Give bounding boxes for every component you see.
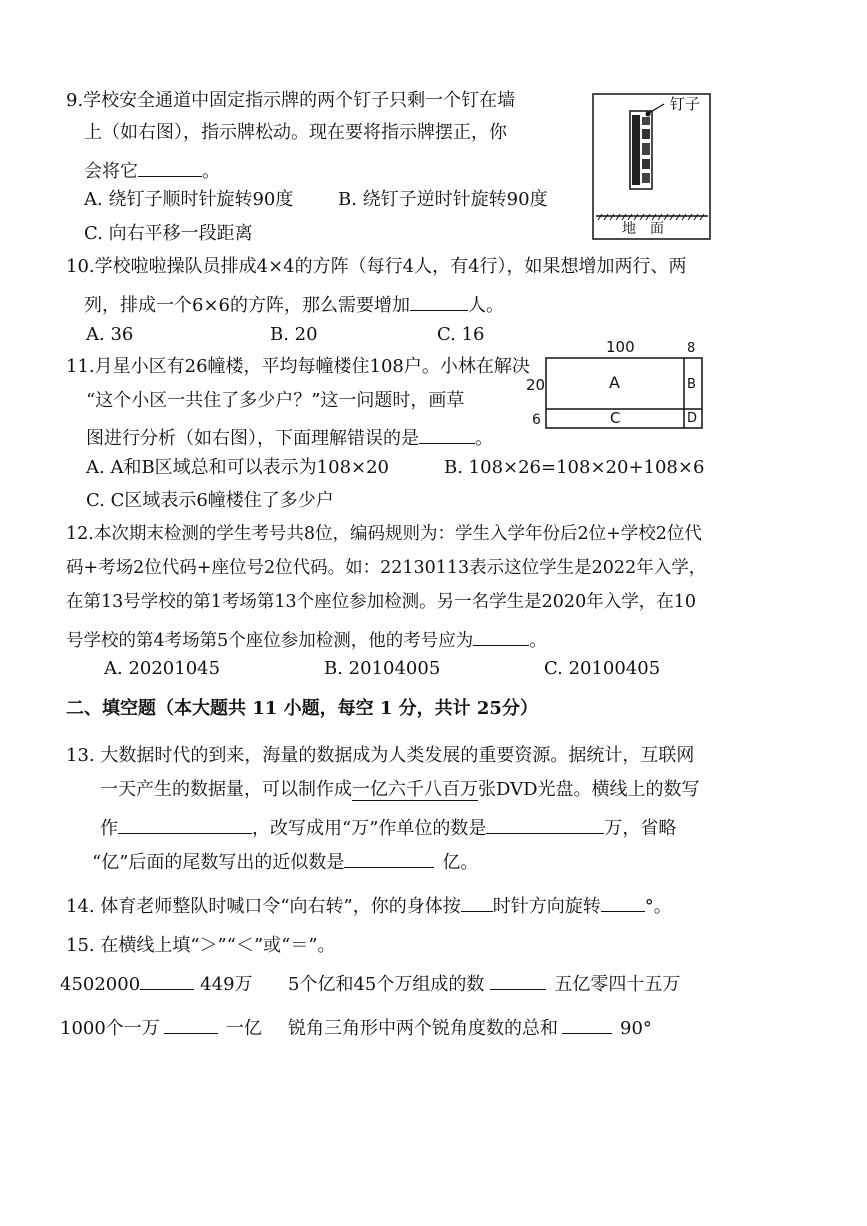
q13-line2 xyxy=(100,781,700,799)
q11-answer-blank[interactable] xyxy=(419,425,475,444)
q12-line2: 码+考场2位代码+座位号2位代码。如：22130113表示这位学生是2022年入学， xyxy=(66,558,707,578)
q14-text-b: 时针方向旋转 xyxy=(492,896,601,917)
q15-r1-num: 4502000 xyxy=(60,974,141,995)
q15-row2-right xyxy=(288,1015,652,1038)
q15-title: 15. 在横线上填“＞”“＜”或“＝”。 xyxy=(66,935,336,956)
q9-option-a: A. 绕钉子顺时针旋转90度 xyxy=(84,189,294,210)
q12-option-b: B. 20104005 xyxy=(324,658,441,679)
q11-label-100: 100 xyxy=(606,338,635,356)
q11-region-a: A xyxy=(609,373,620,392)
q10-line2 xyxy=(84,292,504,315)
q15-r1-end: 五亿零四十五万 xyxy=(554,974,681,995)
q11-label-6: 6 xyxy=(532,412,541,428)
q9-line1: 9.学校安全通道中固定指示牌的两个钉子只剩一个钉在墙 xyxy=(66,90,516,111)
q11-option-b: B. 108×26=108×20+108×6 xyxy=(444,457,705,478)
q12-line1: 12.本次期末检测的学生考号共8位，编码规则为：学生入学年份后2位+学校2位代 xyxy=(66,524,702,544)
q9-line3-end: 。 xyxy=(202,161,220,182)
q9-line2: 上（如右图），指示牌松动。现在要将指示牌摆正，你 xyxy=(84,122,507,143)
q9-answer-blank[interactable] xyxy=(138,158,202,177)
q10-line2-end: 人。 xyxy=(468,295,504,316)
q15-r1-blank-1[interactable] xyxy=(140,971,194,990)
q11-region-b: B xyxy=(687,377,696,392)
q14-line xyxy=(66,893,672,916)
q12-line4 xyxy=(66,627,547,651)
q13-blank-wan[interactable] xyxy=(486,815,604,834)
q13-line1: 13. 大数据时代的到来，海量的数据成为人类发展的重要资源。据统计，互联网 xyxy=(66,745,695,766)
q11-option-a: A. A和B区域总和可以表示为108×20 xyxy=(86,457,390,478)
q9-sign-svg xyxy=(592,93,712,241)
q13-line4 xyxy=(92,849,478,872)
q11-label-8: 8 xyxy=(687,341,696,356)
q15-r1-text: 5个亿和45个万组成的数 xyxy=(288,974,485,995)
q9-option-b: B. 绕钉子逆时针旋转90度 xyxy=(338,189,548,210)
q12-line4-end: 。 xyxy=(529,631,547,651)
q14-text-a: 14. 体育老师整队时喊口令“向右转”，你的身体按 xyxy=(66,896,461,917)
q15-r2-val: 一亿 xyxy=(225,1018,262,1039)
q11-region-c: C xyxy=(610,409,621,427)
q13-line4-text: “亿”后面的尾数写出的近似数是 xyxy=(92,852,345,873)
q9-sign-figure xyxy=(592,93,712,241)
q10-option-a: A. 36 xyxy=(86,324,134,345)
q9-nail-label: 钉子 xyxy=(670,95,701,113)
q13-line2-text: 一天产生的数据量，可以制作成 xyxy=(100,779,352,800)
q15-r2-text: 1000个一万 xyxy=(60,1018,160,1039)
q9-ground-label: 地 面 xyxy=(622,221,664,237)
q15-r2-text-2: 锐角三角形中两个锐角度数的总和 xyxy=(288,1018,558,1039)
q13-blank-write[interactable] xyxy=(118,815,252,834)
q12-option-a: A. 20201045 xyxy=(104,658,221,679)
q11-label-20: 20 xyxy=(526,376,546,394)
q15-r2-end: 90° xyxy=(620,1018,652,1039)
q11-line3-end: 。 xyxy=(475,428,493,449)
q14-text-c: °。 xyxy=(644,896,672,917)
q13-line2-end: 张DVD光盘。横线上的数写 xyxy=(478,779,700,800)
q13-line3-end: 万，省略 xyxy=(604,818,677,839)
q13-line3-text: 作 xyxy=(100,818,118,839)
q11-line3 xyxy=(86,425,493,448)
q15-row2-left xyxy=(60,1015,262,1038)
q12-line3: 在第13号学校的第1考场第13个座位参加检测。另一名学生是2020年入学，在10 xyxy=(66,592,696,612)
q9-option-c: C. 向右平移一段距离 xyxy=(84,223,253,244)
q12-option-c: C. 20100405 xyxy=(544,658,661,679)
q15-r1-val: 449万 xyxy=(200,974,253,995)
q13-line3 xyxy=(100,815,676,838)
q11-area-figure xyxy=(520,338,710,434)
q13-blank-yi[interactable] xyxy=(344,849,434,868)
q13-underlined-number: 一亿六千八百万 xyxy=(352,779,478,800)
q10-line2-text: 列，排成一个6×6的方阵，那么需要增加 xyxy=(84,295,410,316)
q9-line3-text: 会将它 xyxy=(84,161,138,182)
q12-line4-text: 号学校的第4考场第5个座位参加检测，他的考号应为 xyxy=(66,631,474,651)
q15-row1-left xyxy=(60,971,253,994)
q10-option-b: B. 20 xyxy=(270,324,318,345)
q12-answer-blank[interactable] xyxy=(473,627,529,646)
q11-region-d: D xyxy=(687,411,698,426)
q13-line3-mid: ，改写成用“万”作单位的数是 xyxy=(252,818,487,839)
q11-line1: 11.月星小区有26幢楼，平均每幢楼住108户。小林在解决 xyxy=(66,356,530,377)
section2-title: 二、填空题（本大题共 11 小题，每空 1 分，共计 25分） xyxy=(66,698,538,719)
q14-blank-direction[interactable] xyxy=(461,893,493,912)
q15-r1-blank-2[interactable] xyxy=(490,971,546,990)
q10-answer-blank[interactable] xyxy=(410,292,468,311)
q11-line2: “这个小区一共住了多少户？”这一问题时，画草 xyxy=(86,390,465,411)
q15-r2-blank-2[interactable] xyxy=(562,1015,612,1034)
q15-r2-blank-1[interactable] xyxy=(164,1015,218,1034)
q10-option-c: C. 16 xyxy=(437,324,485,345)
q15-row1-right xyxy=(288,971,680,994)
q9-line3 xyxy=(84,158,220,181)
q14-blank-degrees[interactable] xyxy=(601,893,645,912)
q10-line1: 10.学校啦啦操队员排成4×4的方阵（每行4人，有4行），如果想增加两行、两 xyxy=(66,256,687,277)
q11-line3-text: 图进行分析（如右图），下面理解错误的是 xyxy=(86,428,419,449)
q11-option-c: C. C区域表示6幢楼住了多少户 xyxy=(86,490,334,511)
q13-line4-end: 亿。 xyxy=(442,852,479,873)
